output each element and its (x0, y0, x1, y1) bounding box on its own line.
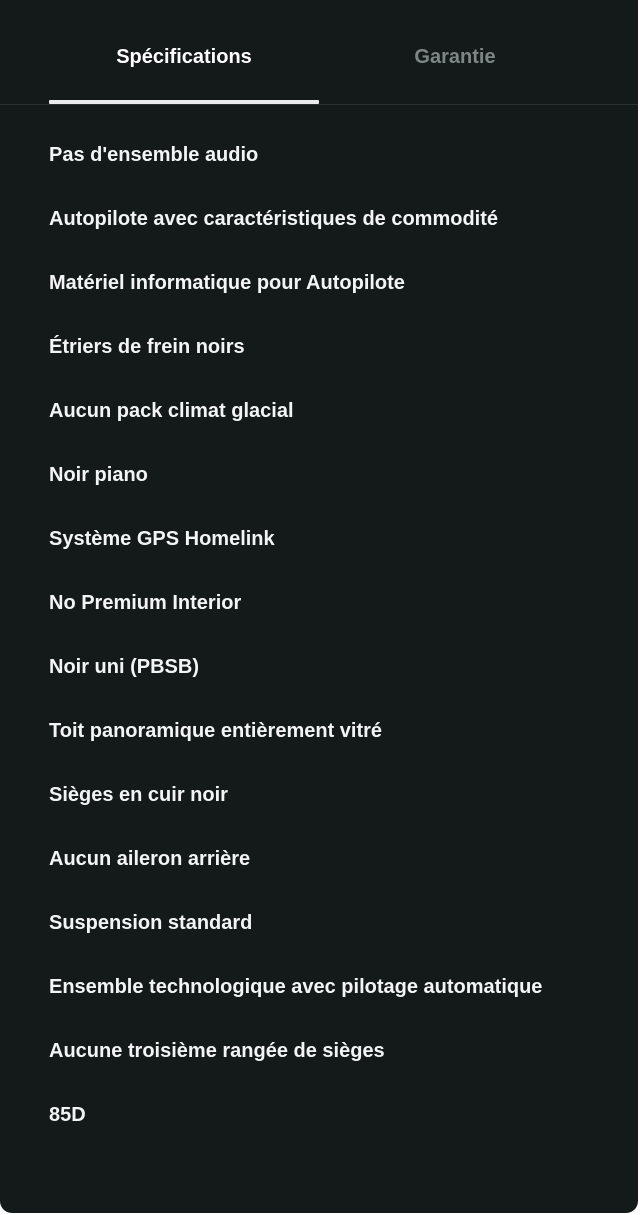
spec-item: 85D (49, 1104, 86, 1126)
tab-garantie[interactable] (320, 0, 590, 104)
spec-item: Suspension standard (49, 912, 253, 934)
spec-item: Toit panoramique entièrement vitré (49, 720, 383, 742)
spec-item: Sièges en cuir noir (49, 784, 228, 806)
spec-item: No Premium Interior (49, 592, 242, 614)
spec-item: Ensemble technologique avec pilotage automatique (49, 976, 543, 998)
spec-item: Aucun aileron arrière (49, 848, 251, 870)
spec-item: Noir uni (PBSB) (49, 656, 199, 678)
spec-item: Aucun pack climat glacial (49, 400, 294, 422)
spec-item: Étriers de frein noirs (49, 336, 245, 358)
tab-bar (0, 0, 638, 105)
tab-garantie-label: Garantie (414, 46, 496, 68)
spec-item: Noir piano (49, 464, 148, 486)
spec-list (49, 123, 629, 1147)
active-tab-indicator (49, 100, 319, 104)
spec-item: Système GPS Homelink (49, 528, 275, 550)
tab-specifications[interactable] (49, 0, 319, 104)
spec-item: Pas d'ensemble audio (49, 144, 259, 166)
spec-item: Matériel informatique pour Autopilote (49, 272, 405, 294)
tab-specifications-label: Spécifications (116, 46, 252, 68)
spec-item: Autopilote avec caractéristiques de commodité (49, 208, 499, 230)
spec-item: Aucune troisième rangée de sièges (49, 1040, 385, 1062)
